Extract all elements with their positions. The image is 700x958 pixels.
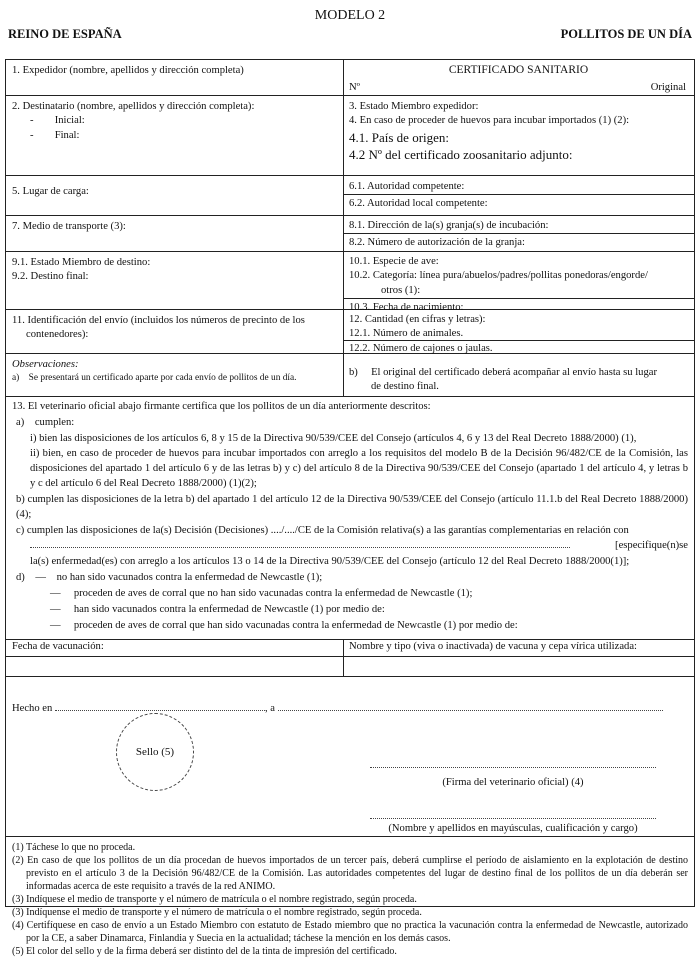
s13-c-specify-label: [especifique(n)se <box>615 540 688 551</box>
s13-a: a) cumplen: <box>16 417 75 428</box>
transport-label: 7. Medio de transporte (3): <box>12 221 126 232</box>
name-line[interactable] <box>370 818 656 819</box>
bird-block <box>343 252 694 313</box>
s13-d-option2[interactable]: — proceden de aves de corral que no han sido vacunadas contra la enfermedad de Newcastle (1); <box>50 588 473 599</box>
quantity-label: 12. Cantidad (en cifras y letras): <box>349 314 486 325</box>
footnote-1: (1) Táchese lo que no proceda. <box>12 842 136 853</box>
category-other: otros (1): <box>343 284 694 299</box>
observations-block <box>6 354 343 396</box>
origin-country-label[interactable]: 4.1. País de origen: <box>349 129 450 145</box>
shipment-id-label: 11. Identificación del envío (incluidos los números de precinto de los <box>12 315 305 326</box>
number-label: Nº <box>349 81 360 93</box>
footnotes <box>12 841 688 958</box>
expedidor-state-label[interactable]: 3. Estado Miembro expedidor: <box>349 101 479 112</box>
quantity-block <box>343 310 694 353</box>
hatchery-block <box>343 216 694 251</box>
authority-block <box>343 176 694 215</box>
observation-b-line2: de destino final. <box>371 381 439 393</box>
s13-c-diseases: la(s) enfermedad(es) con arreglo a los artículos 13 o 14 de la Directiva 90/539/CEE del Consejo (artículo 12 del Real Decreto 1888/2000(1)]; <box>30 556 630 567</box>
expedidor-label: 1. Expedidor (nombre, apellidos y dirección completa) <box>12 65 244 76</box>
imported-eggs-label: 4. En caso de proceder de huevos para incubar importados (1) (2): <box>349 115 630 127</box>
signature-block <box>6 677 694 837</box>
s13-b: b) cumplen las disposiciones de la letra b) del apartado 1 del artículo 12 de la Directiva 90/539/CEE del Consejo (artículo 11.1.b del Real Decreto 1888/2000) (4); <box>16 494 688 521</box>
origin-block <box>343 96 694 175</box>
signature-line[interactable] <box>370 767 656 768</box>
observation-b <box>343 354 694 396</box>
seal-label: Sello (5) <box>135 746 175 758</box>
expedidor-field[interactable] <box>6 60 343 95</box>
transport-field[interactable] <box>6 216 343 251</box>
bird-species-field[interactable]: 10.1. Especie de ave: <box>349 256 439 267</box>
row-identificacion <box>6 310 694 354</box>
s13-a-ii: ii) bien, en caso de proceder de huevos para incubar importados con arreglo a los requisitos del modelo B de la Decisión 96/482/CE de la Comisión, las disposiciones del apartado 1 del artículo 6 y de las letras b) y c) del artículo 8 de la Directiva 90/539/CEE del Consejo (apartado 1 del artículo 4, y letras b y c del artículo 6 del Real Decreto 1888/2000) (1)(2); <box>30 448 688 490</box>
hatchery-address-field[interactable]: 8.1. Dirección de la(s) granja(s) de incubación: <box>343 216 694 234</box>
footnote-3b: (3) Indíquense el medio de transporte y el número de matrícula o el nombre registrado, según proceda. <box>12 907 422 918</box>
row-destino <box>6 252 694 313</box>
subject-heading: POLLITOS DE UN DÍA <box>560 27 692 41</box>
original-label: Original <box>650 81 686 93</box>
shipment-id-label-cont: contenedores): <box>26 329 89 341</box>
footnote-5: (5) El color del sello y de la firma deberá ser distinto del de la tinta de impresión del certificado. <box>12 946 397 957</box>
certificate-number-field[interactable] <box>343 60 694 95</box>
vaccination-date-label: Fecha de vacunación: <box>12 641 104 652</box>
vaccine-type-label: Nombre y tipo (viva o inactivada) de vacuna y cepa vírica utilizada: <box>349 641 637 652</box>
competent-authority-field[interactable]: 6.1. Autoridad competente: <box>343 176 694 195</box>
observations-title: Observaciones: <box>12 359 79 370</box>
done-in-line[interactable] <box>12 703 663 714</box>
row-transporte <box>6 216 694 252</box>
name-label: (Nombre y apellidos en mayúsculas, cualificación y cargo) <box>388 823 638 834</box>
footnote-4: (4) Certifíquese en caso de envío a un Estado Miembro con estatuto de Estado miembro que no practica la vacunación contra la enfermedad de Newcastle, autorizado por la CE, a saber Dinamarca, Finlandia y Suecia en la actualidad; táchese la mención en los demás casos. <box>12 920 688 944</box>
birth-date-field[interactable]: 10.3. Fecha de nacimiento: <box>349 301 464 313</box>
category-label[interactable]: 10.2. Categoría: línea pura/abuelos/padres/pollitas ponedoras/engorde/ <box>349 270 648 282</box>
loading-place-label: 5. Lugar de carga: <box>12 186 89 197</box>
date-prefix-label: , a <box>264 703 275 714</box>
s13-d-option3[interactable]: — han sido vacunados contra la enfermedad de Newcastle (1) por medio de: <box>50 604 385 615</box>
crate-count-field[interactable]: 12.2. Número de cajones o jaulas. <box>349 343 493 355</box>
section-13 <box>6 397 694 657</box>
vaccination-date-field[interactable] <box>6 657 343 676</box>
destination-state-field[interactable]: 9.1. Estado Miembro de destino: <box>12 257 151 268</box>
s13-d-option4[interactable]: — proceden de aves de corral que han sido vacunadas contra la enfermedad de Newcastle (1) por medio de: <box>50 620 518 631</box>
destinatario-field[interactable] <box>6 96 343 175</box>
destinatario-label: 2. Destinatario (nombre, apellidos y dirección completa): <box>12 101 255 112</box>
observation-b-line1: b) El original del certificado deberá acompañar al envío hasta su lugar <box>349 367 657 378</box>
row-lugar-carga <box>6 176 694 216</box>
shipment-id-field[interactable] <box>6 310 343 353</box>
row-observaciones <box>6 354 694 397</box>
destinatario-final: - Final: <box>30 129 80 141</box>
row-destinatario <box>6 96 694 176</box>
observation-a: a) Se presentará un certificado aparte por cada envío de pollitos de un día. <box>12 373 297 384</box>
vaccine-type-field[interactable] <box>343 657 694 676</box>
zoosanitary-cert-label[interactable]: 4.2 Nº del certificado zoosanitario adjunto: <box>349 147 573 163</box>
model-title: MODELO 2 <box>314 8 386 23</box>
destinatario-initial: - Inicial: <box>30 115 85 127</box>
s13-d-option1[interactable]: d) — no han sido vacunados contra la enfermedad de Newcastle (1); <box>16 572 323 583</box>
country-heading: REINO DE ESPAÑA <box>8 27 122 41</box>
destination-block <box>6 252 343 309</box>
seal-stamp <box>116 713 194 791</box>
animal-count-field[interactable]: 12.1. Número de animales. <box>343 327 694 341</box>
final-destination-field[interactable]: 9.2. Destino final: <box>12 271 89 283</box>
s13-c-specify[interactable] <box>30 538 688 552</box>
s13-a-i: i) bien las disposiciones de los artículos 6, 8 y 15 de la Directiva 90/539/CEE del Consejo (artículos 4, 6 y 13 del Real Decreto 1888/2000) (1), <box>30 433 637 444</box>
footnote-2: (2) En caso de que los pollitos de un día procedan de huevos importados de un tercer país, deberá cumplirse el período de aislamiento en la explotación de destino previsto en el artículo 3 de la Decisión 96/482/CE de la Comisión. Las autoridades competentes del lugar de destino final de los pollitos de un día deberán ser informadas acerca de este requisito a través de la red ANIMO. <box>12 855 688 892</box>
done-in-label: Hecho en <box>12 703 53 714</box>
signature-label: (Firma del veterinario oficial) (4) <box>442 777 584 788</box>
certificate-form <box>5 59 695 957</box>
row-expedidor <box>6 60 694 96</box>
s13-c: c) cumplen las disposiciones de la(s) Decisión (Decisiones) ..../..../CE de la Comisión relativa(s) a las garantías complementarias en relación con <box>16 525 629 536</box>
s13-intro: 13. El veterinario oficial abajo firmante certifica que los pollitos de un día anteriormente descritos: <box>12 401 431 412</box>
loading-place-field[interactable] <box>6 176 343 215</box>
footnote-3: (3) Indíquese el medio de transporte y el número de matrícula o el nombre registrado, según proceda. <box>12 894 417 905</box>
local-authority-field[interactable]: 6.2. Autoridad local competente: <box>349 198 488 209</box>
farm-authorization-field[interactable]: 8.2. Número de autorización de la granja: <box>349 237 525 248</box>
certificate-title: CERTIFICADO SANITARIO <box>448 64 589 76</box>
vaccination-entry-row <box>6 657 694 677</box>
